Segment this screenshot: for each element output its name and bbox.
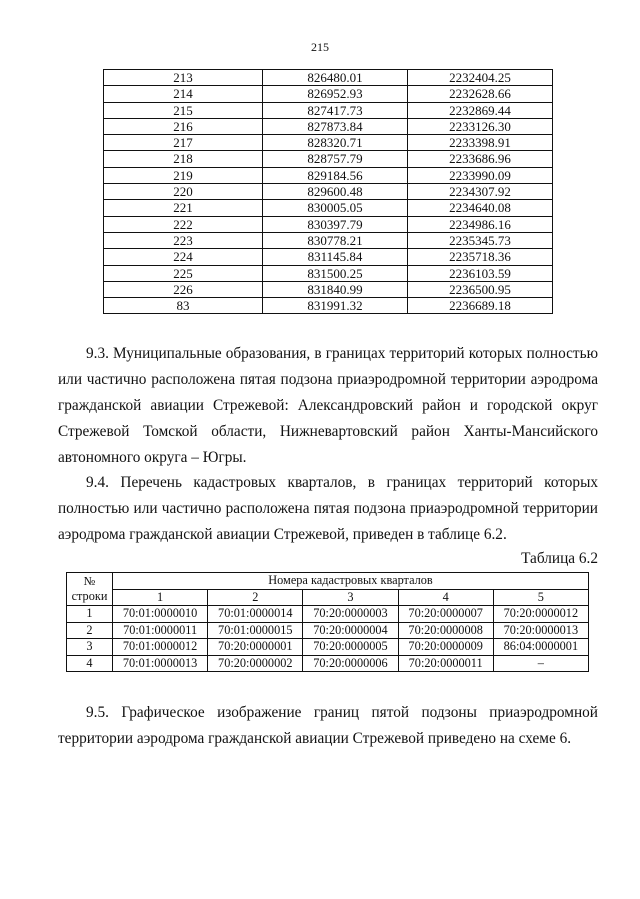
table-cell: 217: [104, 135, 263, 151]
table-row: [104, 167, 553, 183]
table-cell: 226: [104, 281, 263, 297]
table-cell: 70:20:0000001: [208, 639, 303, 656]
paragraph-9-4: [58, 470, 598, 548]
paragraph-line: автономного округа – Югры.: [58, 449, 247, 466]
table-cell: 223: [104, 232, 263, 248]
table-cell: 213: [104, 70, 263, 86]
table-row: [104, 86, 553, 102]
table-cell: 70:01:0000014: [208, 606, 303, 623]
table-row: [104, 281, 553, 297]
table-cell: 831840.99: [263, 281, 408, 297]
table-cell: 2233126.30: [408, 118, 553, 134]
table-cell: 70:01:0000013: [113, 655, 208, 672]
table-cell: 70:20:0000009: [398, 639, 493, 656]
table-caption: Таблица 6.2: [521, 550, 598, 567]
table-cell: 83: [104, 298, 263, 314]
column-group-header: Номера кадастровых кварталов: [113, 573, 589, 590]
table-cell: 70:20:0000004: [303, 622, 398, 639]
paragraph-line: 9.4. Перечень кадастровых кварталов, в границах территорий которых: [86, 474, 598, 491]
table-row: [104, 298, 553, 314]
table-cell: 830005.05: [263, 200, 408, 216]
table-cell: 2234307.92: [408, 184, 553, 200]
table-row: [104, 70, 553, 86]
page-number: 215: [311, 40, 329, 54]
paragraph-line: 9.5. Графическое изображение границ пятой подзоны приаэродромной: [86, 704, 598, 721]
table-cell: 70:01:0000012: [113, 639, 208, 656]
table-cell: 826480.01: [263, 70, 408, 86]
table-cell: 1: [67, 606, 113, 623]
paragraph-line: Стрежевой Томской области, Нижневартовский район Ханты-Мансийского: [58, 423, 598, 440]
table-row: [104, 216, 553, 232]
table-cell: 2235718.36: [408, 249, 553, 265]
column-number: 1: [113, 589, 208, 606]
table-cell: 830397.79: [263, 216, 408, 232]
table-cell: 2232869.44: [408, 102, 553, 118]
table-cell: 70:20:0000002: [208, 655, 303, 672]
table-cell: 828757.79: [263, 151, 408, 167]
table-cell: 827417.73: [263, 102, 408, 118]
table-cell: 70:20:0000012: [493, 606, 588, 623]
table-cell: –: [493, 655, 588, 672]
table-cell: 3: [67, 639, 113, 656]
paragraph-line: территории аэродрома гражданской авиации Стрежевой приведено на схеме 6.: [58, 730, 572, 747]
table-row: [104, 102, 553, 118]
table-cell: 828320.71: [263, 135, 408, 151]
table-cell: 831991.32: [263, 298, 408, 314]
table-cell: 4: [67, 655, 113, 672]
paragraph-9-5: [58, 700, 598, 752]
table-cell: 2: [67, 622, 113, 639]
table-row: [104, 151, 553, 167]
table-cell: 70:20:0000011: [398, 655, 493, 672]
header-no-label: строки: [71, 589, 108, 603]
column-number: 4: [398, 589, 493, 606]
table-cell: 70:20:0000006: [303, 655, 398, 672]
table-cell: 70:01:0000010: [113, 606, 208, 623]
table-cell: 827873.84: [263, 118, 408, 134]
table-cell: 2233990.09: [408, 167, 553, 183]
table-cell: 70:01:0000011: [113, 622, 208, 639]
header-no-symbol: №: [83, 573, 96, 588]
table-cell: 70:20:0000008: [398, 622, 493, 639]
table-cell: 86:04:0000001: [493, 639, 588, 656]
table-cell: 830778.21: [263, 232, 408, 248]
table-cell: 2233686.96: [408, 151, 553, 167]
table-cell: 2232404.25: [408, 70, 553, 86]
table-cell: 2236103.59: [408, 265, 553, 281]
table-cell: 2236500.95: [408, 281, 553, 297]
paragraph-line: полностью или частично расположена пятая подзона приаэродромной территории: [58, 500, 598, 517]
table-cell: 221: [104, 200, 263, 216]
table-cell: 826952.93: [263, 86, 408, 102]
table-cell: 224: [104, 249, 263, 265]
table-cell: 219: [104, 167, 263, 183]
table-cell: 831500.25: [263, 265, 408, 281]
table-cell: 831145.84: [263, 249, 408, 265]
table-row: [104, 135, 553, 151]
table-cell: 2235345.73: [408, 232, 553, 248]
paragraph-line: или частично расположена пятая подзона приаэродромной территории аэродрома: [58, 371, 598, 388]
table-cell: 70:20:0000013: [493, 622, 588, 639]
cadastral-quarters-table: [66, 572, 589, 672]
paragraph-line: гражданской авиации Стрежевой: Александровский район и городской округ: [58, 397, 598, 414]
table-cell: 829600.48: [263, 184, 408, 200]
table-cell: 2234640.08: [408, 200, 553, 216]
table-cell: 225: [104, 265, 263, 281]
table-row: [67, 606, 589, 623]
table-cell: 70:01:0000015: [208, 622, 303, 639]
table-cell: 70:20:0000003: [303, 606, 398, 623]
table-cell: 214: [104, 86, 263, 102]
paragraph-line: аэродрома гражданской авиации Стрежевой, приведен в таблице 6.2.: [58, 526, 507, 543]
paragraph-9-3: [58, 341, 598, 471]
table-cell: 2233398.91: [408, 135, 553, 151]
column-number: 3: [303, 589, 398, 606]
table-row: [104, 249, 553, 265]
table-row: [104, 184, 553, 200]
coordinates-table: [103, 69, 553, 314]
table-cell: 70:20:0000007: [398, 606, 493, 623]
table-row: [104, 232, 553, 248]
table-cell: 2236689.18: [408, 298, 553, 314]
table-cell: 218: [104, 151, 263, 167]
column-header-row-number: [67, 573, 113, 606]
column-number: 2: [208, 589, 303, 606]
table-row: [67, 639, 589, 656]
table-cell: 222: [104, 216, 263, 232]
table-row: [104, 118, 553, 134]
table-cell: 215: [104, 102, 263, 118]
table-cell: 70:20:0000005: [303, 639, 398, 656]
table-row: [67, 655, 589, 672]
table-cell: 216: [104, 118, 263, 134]
paragraph-line: 9.3. Муниципальные образования, в границах территорий которых полностью: [86, 345, 598, 362]
table-row: [104, 200, 553, 216]
table-cell: 829184.56: [263, 167, 408, 183]
table-cell: 2234986.16: [408, 216, 553, 232]
table-cell: 2232628.66: [408, 86, 553, 102]
table-row: [104, 265, 553, 281]
table-cell: 220: [104, 184, 263, 200]
table-row: [67, 622, 589, 639]
column-number: 5: [493, 589, 588, 606]
